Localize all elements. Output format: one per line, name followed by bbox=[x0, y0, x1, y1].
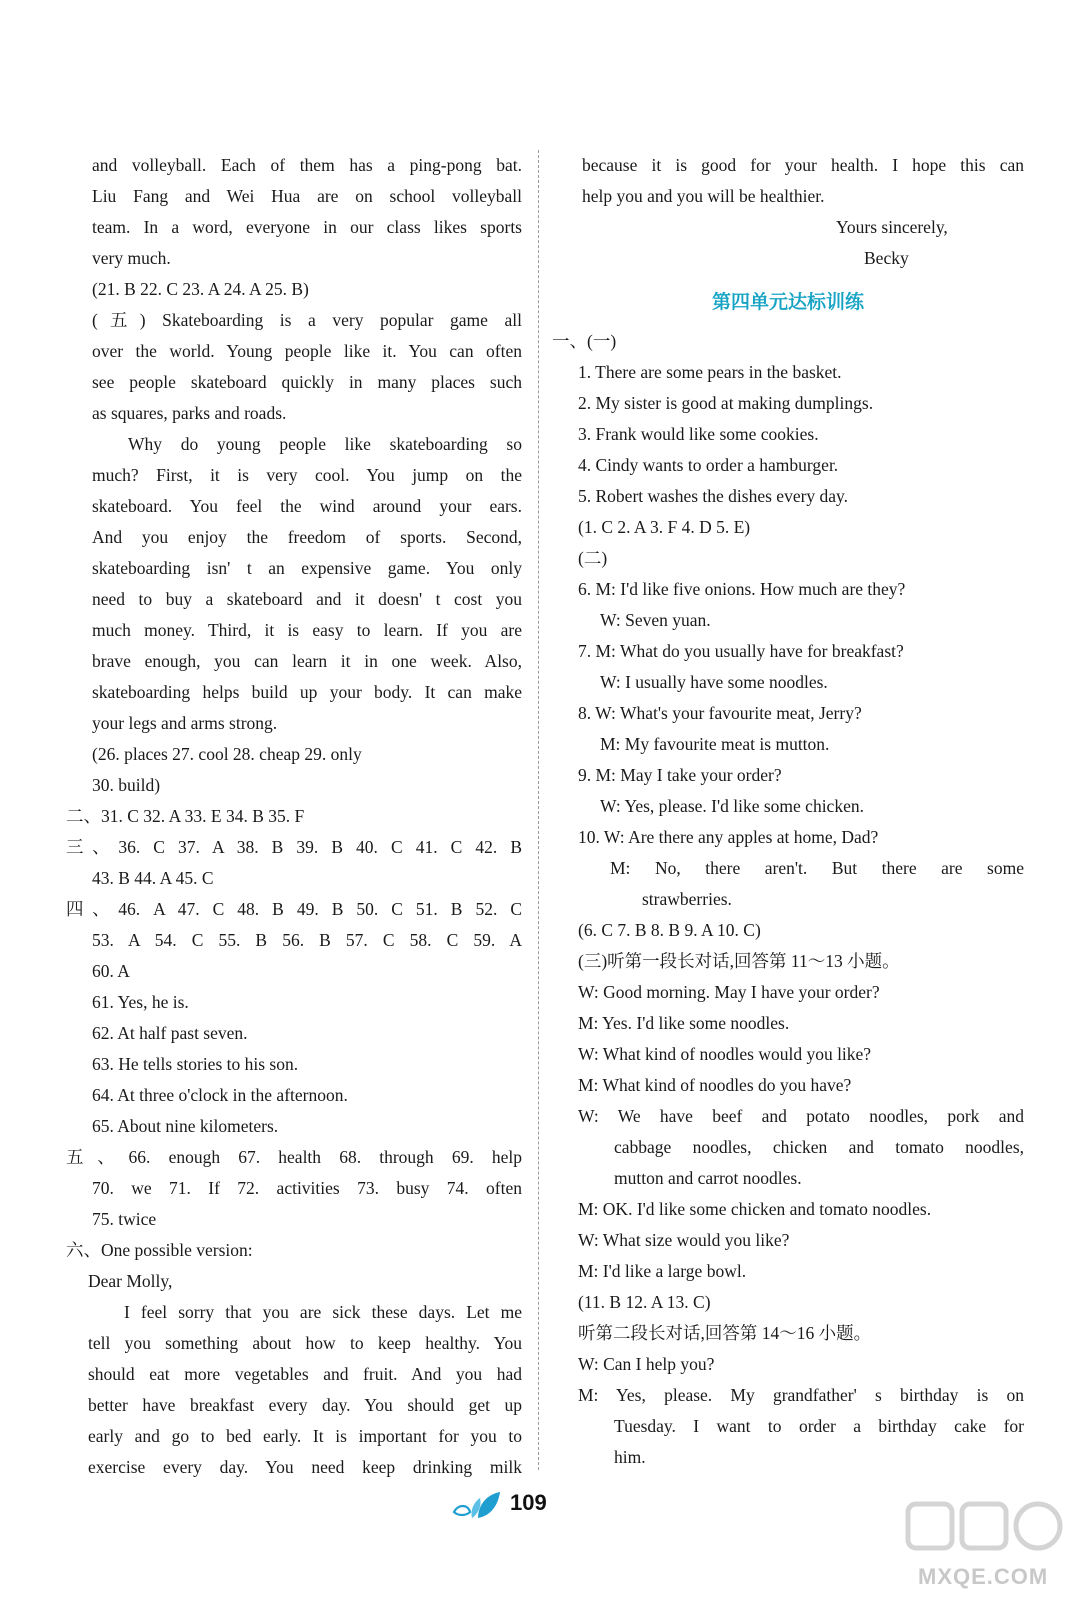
text-line: exercise every day. You need keep drinking milk bbox=[88, 1457, 522, 1477]
watermark-text: MXQE.COM bbox=[918, 1564, 1049, 1589]
text-line: 4. Cindy wants to order a hamburger. bbox=[578, 455, 839, 475]
text-line: M: No, there aren't. But there are some bbox=[610, 858, 1024, 878]
text-line: 三、36. C 37. A 38. B 39. B 40. C 41. C 42. B bbox=[66, 837, 522, 857]
text-line: 65. About nine kilometers. bbox=[92, 1116, 279, 1136]
text-line: see people skateboard quickly in many places such bbox=[92, 372, 522, 392]
text-line: Tuesday. I want to order a birthday cake for bbox=[614, 1416, 1024, 1436]
text-line: and volleyball. Each of them has a ping-pong bat. bbox=[92, 155, 522, 175]
text-line: much money. Third, it is easy to learn. If you are bbox=[92, 620, 522, 640]
text-line: (21. B 22. C 23. A 24. A 25. B) bbox=[92, 279, 309, 299]
text-line: better have breakfast every day. You should get up bbox=[88, 1395, 522, 1415]
text-line: (26. places 27. cool 28. cheap 29. only bbox=[92, 744, 362, 764]
text-line: 1. There are some pears in the basket. bbox=[578, 362, 842, 382]
text-line: him. bbox=[614, 1447, 646, 1467]
text-line: W: Seven yuan. bbox=[600, 610, 711, 630]
text-line: 9. M: May I take your order? bbox=[578, 765, 782, 785]
text-line: (五) Skateboarding is a very popular game all bbox=[92, 310, 522, 330]
text-line: 一、(一) bbox=[552, 331, 617, 351]
text-line: team. In a word, everyone in our class likes sports bbox=[92, 217, 522, 237]
text-line: W: Yes, please. I'd like some chicken. bbox=[600, 796, 864, 816]
text-line: very much. bbox=[92, 248, 171, 268]
text-line: 二、31. C 32. A 33. E 34. B 35. F bbox=[66, 806, 305, 826]
text-line: help you and you will be healthier. bbox=[582, 186, 825, 206]
text-line: tell you something about how to keep healthy. You bbox=[88, 1333, 522, 1353]
text-line: skateboarding helps build up your body. It can make bbox=[92, 682, 522, 702]
text-line: 30. build) bbox=[92, 775, 161, 795]
text-line: (二) bbox=[578, 548, 608, 568]
text-line: Becky bbox=[864, 248, 909, 268]
text-line: M: OK. I'd like some chicken and tomato noodles. bbox=[578, 1199, 932, 1219]
text-line: W: What size would you like? bbox=[578, 1230, 790, 1250]
text-line: W: What kind of noodles would you like? bbox=[578, 1044, 872, 1064]
text-line: 70. we 71. If 72. activities 73. busy 74. often bbox=[92, 1178, 522, 1198]
text-line: 64. At three o'clock in the afternoon. bbox=[92, 1085, 348, 1105]
page-number: 109 bbox=[510, 1490, 547, 1515]
text-line: M: Yes, please. My grandfather' s birthday is on bbox=[578, 1385, 1024, 1405]
text-line: 8. W: What's your favourite meat, Jerry? bbox=[578, 703, 862, 723]
right-column-top bbox=[552, 150, 1024, 274]
text-line: W: Good morning. May I have your order? bbox=[578, 982, 880, 1002]
text-line: skateboarding isn' t an expensive game. You only bbox=[92, 558, 522, 578]
text-line: 六、One possible version: bbox=[66, 1240, 253, 1260]
text-line: M: I'd like a large bowl. bbox=[578, 1261, 747, 1281]
text-line: 5. Robert washes the dishes every day. bbox=[578, 486, 849, 506]
text-line: 听第二段长对话,回答第 14～16 小题。 bbox=[578, 1323, 872, 1343]
text-line: as squares, parks and roads. bbox=[92, 403, 287, 423]
text-line: 6. M: I'd like five onions. How much are they? bbox=[578, 579, 906, 599]
text-line: need to buy a skateboard and it doesn' t cost you bbox=[92, 589, 522, 609]
text-line: (11. B 12. A 13. C) bbox=[578, 1292, 711, 1312]
text-line: Liu Fang and Wei Hua are on school volleyball bbox=[92, 186, 522, 206]
text-line: 53. A 54. C 55. B 56. B 57. C 58. C 59. A bbox=[92, 930, 522, 950]
text-line: early and go to bed early. It is important for you to bbox=[88, 1426, 522, 1446]
text-line: W: We have beef and potato noodles, pork and bbox=[578, 1106, 1024, 1126]
text-line: 10. W: Are there any apples at home, Dad? bbox=[578, 827, 879, 847]
text-line: 四、46. A 47. C 48. B 49. B 50. C 51. B 52. C bbox=[66, 899, 522, 919]
text-line: 2. My sister is good at making dumplings. bbox=[578, 393, 874, 413]
text-line: much? First, it is very cool. You jump on the bbox=[92, 465, 522, 485]
text-line: And you enjoy the freedom of sports. Second, bbox=[92, 527, 522, 547]
right-column bbox=[552, 150, 1024, 1473]
right-column-bottom bbox=[552, 326, 1024, 1473]
text-line: 43. B 44. A 45. C bbox=[92, 868, 214, 888]
text-line: because it is good for your health. I hope this can bbox=[582, 155, 1024, 175]
column-divider bbox=[538, 150, 539, 1470]
text-line: 61. Yes, he is. bbox=[92, 992, 189, 1012]
text-line: strawberries. bbox=[642, 889, 732, 909]
text-line: (三)听第一段长对话,回答第 11～13 小题。 bbox=[578, 951, 900, 971]
text-line: 3. Frank would like some cookies. bbox=[578, 424, 819, 444]
text-line: M: My favourite meat is mutton. bbox=[600, 734, 830, 754]
text-line: M: Yes. I'd like some noodles. bbox=[578, 1013, 790, 1033]
text-line: W: Can I help you? bbox=[578, 1354, 715, 1374]
text-line: 60. A bbox=[92, 961, 130, 981]
text-line: brave enough, you can learn it in one week. Also, bbox=[92, 651, 522, 671]
text-line: (6. C 7. B 8. B 9. A 10. C) bbox=[578, 920, 761, 940]
text-line: your legs and arms strong. bbox=[92, 713, 278, 733]
text-line: Yours sincerely, bbox=[836, 217, 948, 237]
text-line: 75. twice bbox=[92, 1209, 157, 1229]
left-column bbox=[62, 150, 522, 1483]
leaf-ornament-icon bbox=[448, 1490, 504, 1522]
text-line: mutton and carrot noodles. bbox=[614, 1168, 802, 1188]
text-line: (1. C 2. A 3. F 4. D 5. E) bbox=[578, 517, 751, 537]
text-line: should eat more vegetables and fruit. And you had bbox=[88, 1364, 522, 1384]
text-line: Why do young people like skateboarding so bbox=[128, 434, 522, 454]
text-line: cabbage noodles, chicken and tomato noodles, bbox=[614, 1137, 1024, 1157]
text-line: over the world. Young people like it. You can often bbox=[92, 341, 522, 361]
text-line: skateboard. You feel the wind around your ears. bbox=[92, 496, 522, 516]
text-line: 63. He tells stories to his son. bbox=[92, 1054, 299, 1074]
text-line: I feel sorry that you are sick these days. Let me bbox=[124, 1302, 522, 1322]
text-line: 7. M: What do you usually have for breakfast? bbox=[578, 641, 904, 661]
text-line: 62. At half past seven. bbox=[92, 1023, 248, 1043]
section-title: 第四单元达标训练 bbox=[711, 291, 864, 313]
text-line: Dear Molly, bbox=[88, 1271, 173, 1291]
text-line: 五、66. enough 67. health 68. through 69. help bbox=[66, 1147, 522, 1167]
text-line: M: What kind of noodles do you have? bbox=[578, 1075, 852, 1095]
text-line: W: I usually have some noodles. bbox=[600, 672, 828, 692]
